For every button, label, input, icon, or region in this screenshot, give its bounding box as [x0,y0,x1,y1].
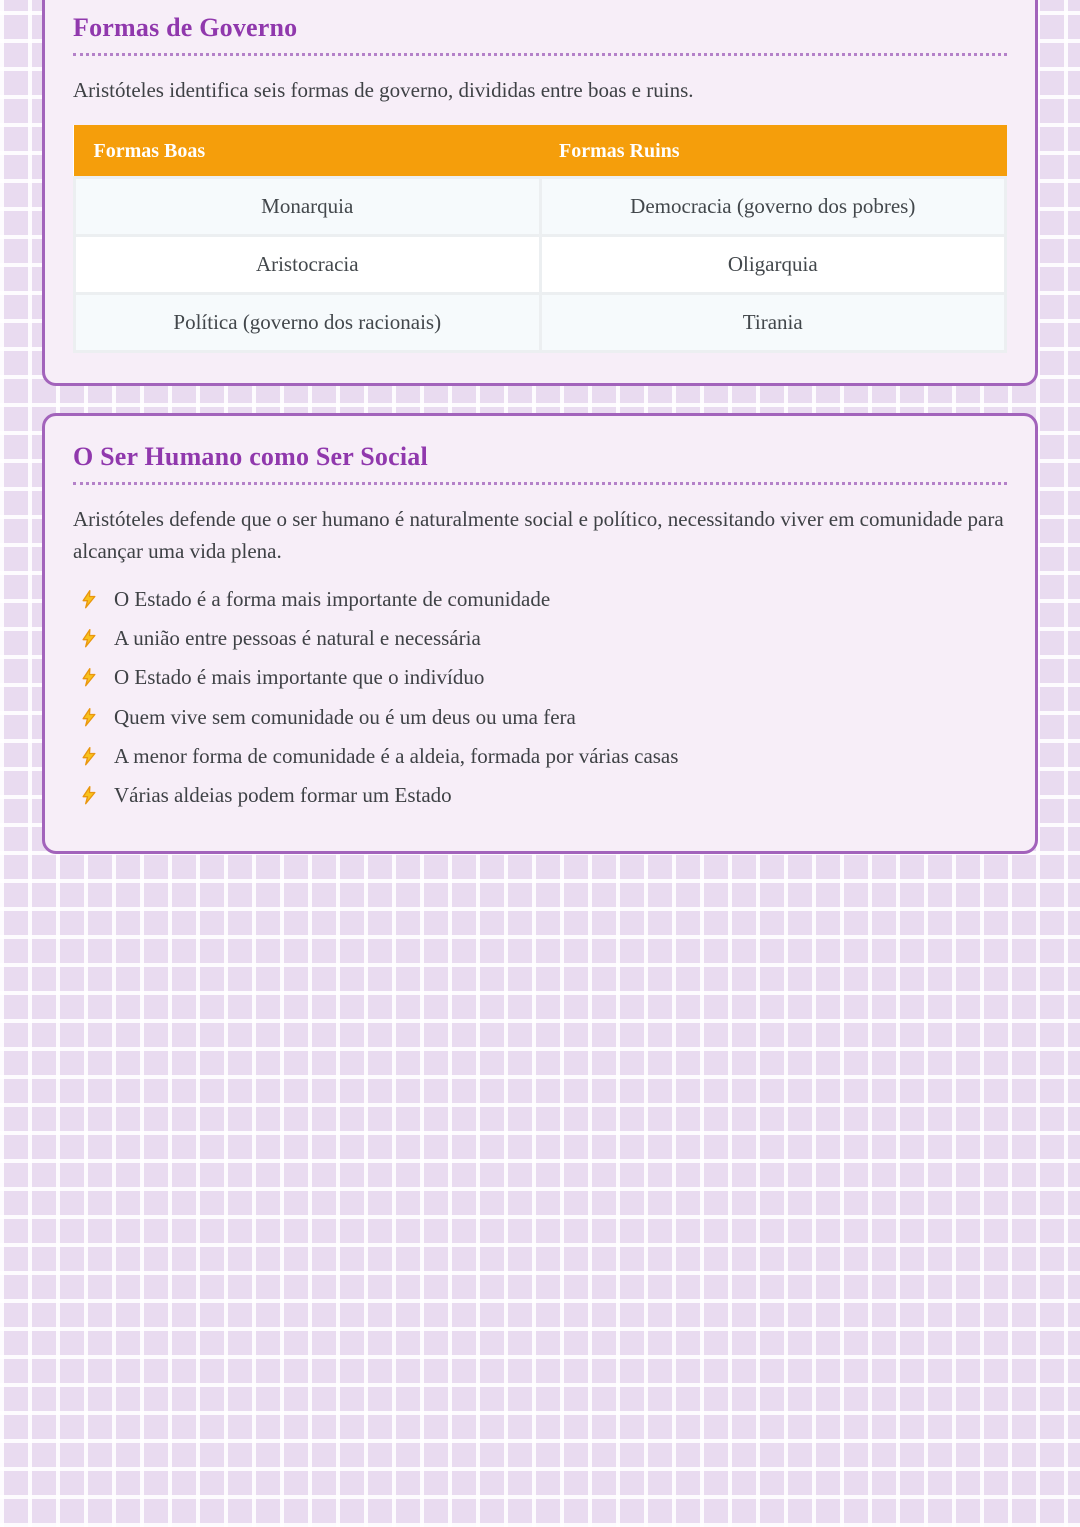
card-formas-de-governo [42,0,1038,386]
table-cell: Democracia (governo dos pobres) [540,177,1006,235]
list-item [79,664,1007,691]
list-item-text: O Estado é mais importante que o indivíduo [114,665,485,690]
table-header-formas-boas: Formas Boas [75,126,541,178]
list-item [79,743,1007,770]
governo-table [73,125,1007,353]
table-cell: Oligarquia [540,235,1006,293]
table-header-formas-ruins: Formas Ruins [540,126,1006,178]
card-title-social: O Ser Humano como Ser Social [73,441,428,471]
lightning-icon [79,783,99,807]
table-row [75,235,1006,293]
list-item-text: A menor forma de comunidade é a aldeia, formada por várias casas [114,743,679,768]
list-item-text: Várias aldeias podem formar um Estado [114,783,452,808]
card-ser-humano-social [42,413,1038,855]
table-header-row [75,126,1006,178]
list-item [79,586,1007,613]
table-cell: Política (governo dos racionais) [75,293,541,351]
list-item-text: O Estado é a forma mais importante de comunidade [114,586,551,611]
governo-intro-text: Aristóteles identifica seis formas de governo, divididas entre boas e ruins. [73,78,694,102]
list-item [79,625,1007,652]
list-item-text: Quem vive sem comunidade ou é um deus ou uma fera [114,704,576,729]
social-intro-text: Aristóteles defende que o ser humano é naturalmente social e político, necessitando viver em comunidade para alcançar uma vida plena. [73,506,1004,564]
dotted-divider [73,482,1007,485]
table-cell: Aristocracia [75,235,541,293]
list-item [79,782,1007,809]
table-cell: Monarquia [75,177,541,235]
lightning-icon [79,587,99,611]
dotted-divider [73,53,1007,56]
lightning-icon [79,626,99,650]
lightning-icon [79,705,99,729]
list-item [79,704,1007,731]
table-row [75,177,1006,235]
list-item-text: A união entre pessoas é natural e necessária [114,625,481,650]
social-bullet-list [73,586,1007,810]
lightning-icon [79,744,99,768]
table-cell: Tirania [540,293,1006,351]
lightning-icon [79,665,99,689]
table-row [75,293,1006,351]
card-title-governo: Formas de Governo [73,13,298,42]
